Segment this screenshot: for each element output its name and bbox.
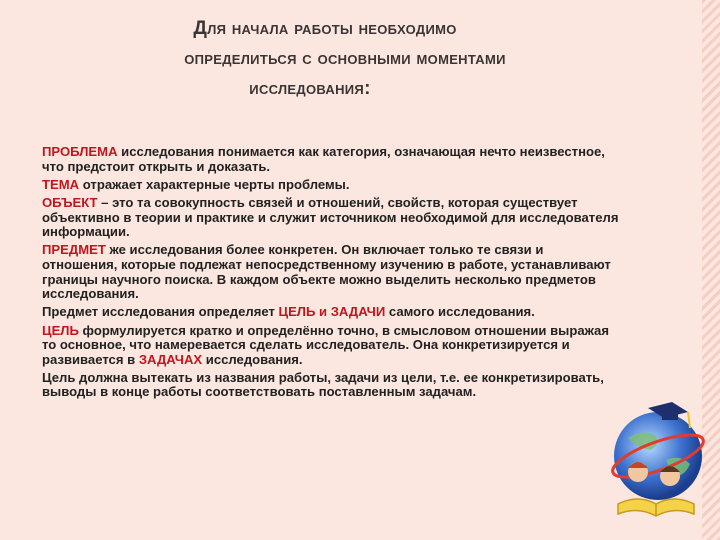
slide-title (40, 14, 650, 104)
paragraph-text: исследования понимается как категория, означающая нечто неизвестное, что предстоит открыть и доказать. (42, 144, 605, 174)
paragraph-text: – это та совокупность связей и отношений, свойств, которая существует объективно в теории и практике и служит источником необходимой для исследователя информации. (42, 194, 619, 240)
title-line-3: исследования: (249, 78, 371, 99)
highlighted-term: ПРОБЛЕМА (42, 144, 118, 159)
globe-graduation-emblem-icon (598, 398, 710, 528)
highlighted-term: ЦЕЛЬ и ЗАДАЧИ (278, 304, 386, 320)
paragraph-text: же исследования более конкретен. Он включает только те связи и отношения, которые подлежат непосредственному изучению в работе, устанавливают границы научного поиска. В каждом объекте можно выделить несколько предметов исследования. (42, 242, 611, 302)
paragraph-text: формулируется кратко и определённо точно, в смысловом отношении выражая то основное, что намеревается сделать исследователь. Она конкретизируется и развивается в (42, 322, 609, 367)
paragraph-text: исследования. (202, 351, 303, 367)
paragraph-1 (42, 145, 620, 174)
title-line-1: Для начала работы необходимо (193, 18, 457, 39)
paragraph-text: Цель должна вытекать из названия работы, задачи из цели, т.е. ее конкретизировать, выводы в конце работы соответствовать поставленным задачам. (42, 369, 604, 400)
paragraph-2 (42, 178, 620, 193)
highlighted-term: ТЕМА (42, 176, 80, 192)
paragraph-7 (42, 371, 620, 400)
highlighted-term: ЗАДАЧАХ (138, 351, 203, 367)
paragraph-6 (42, 324, 620, 368)
paragraph-text: самого исследования. (385, 304, 535, 320)
highlighted-term: ОБЪЕКТ (42, 194, 98, 210)
paragraph-5 (42, 305, 620, 320)
highlighted-term: ПРЕДМЕТ (42, 242, 106, 258)
paragraph-4 (42, 243, 620, 301)
title-line-2: определиться с основными моментами (184, 48, 506, 69)
paragraph-3 (42, 196, 620, 240)
paragraph-text: отражает характерные черты проблемы. (79, 176, 350, 192)
body-text (42, 145, 620, 404)
paragraph-text: Предмет исследования определяет (42, 304, 279, 320)
highlighted-term: ЦЕЛЬ (42, 322, 79, 338)
